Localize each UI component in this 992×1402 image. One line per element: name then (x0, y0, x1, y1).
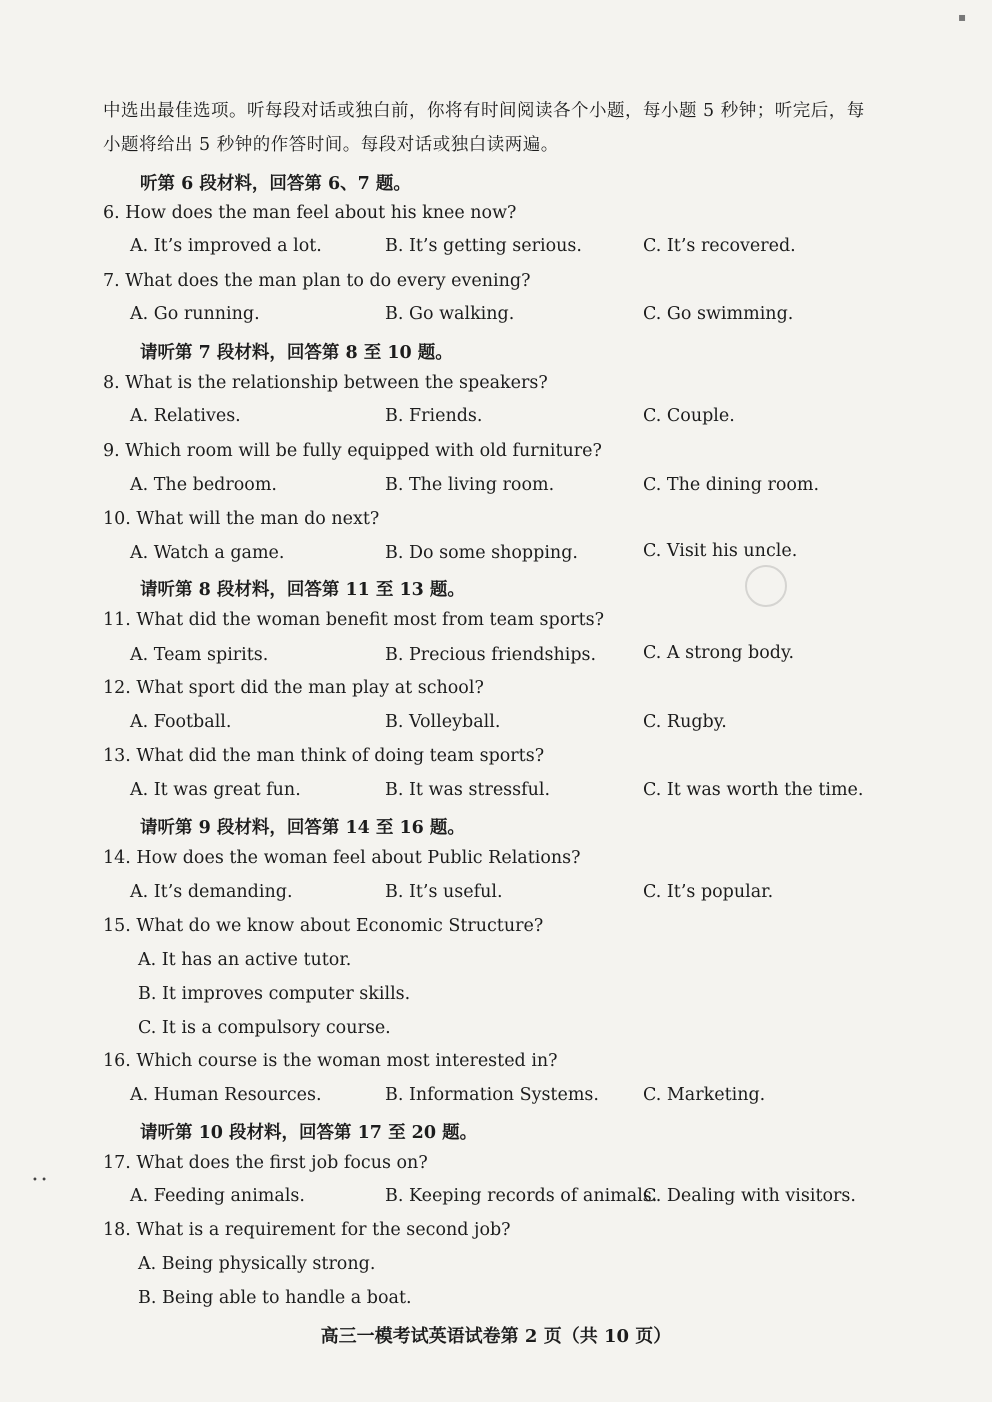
question-10: 10. What will the man do next? (103, 509, 380, 529)
q10-option-c: C. Visit his uncle. (643, 541, 798, 561)
q17-option-a: A. Feeding animals. (130, 1186, 305, 1206)
q10-option-b: B. Do some shopping. (385, 543, 578, 563)
q6-option-a: A. It’s improved a lot. (130, 236, 322, 256)
instructions (103, 94, 933, 162)
q11-option-a: A. Team spirits. (130, 645, 269, 665)
q12-option-b: B. Volleyball. (385, 712, 501, 732)
page-footer: 高三一模考试英语试卷第 2 页（共 10 页） (320, 1326, 672, 1347)
question-7: 7. What does the man plan to do every evening? (103, 271, 531, 291)
q6-option-b: B. It’s getting serious. (385, 236, 582, 256)
watermark-logo-icon (745, 565, 787, 607)
q18-option-b: B. Being able to handle a boat. (138, 1288, 412, 1308)
question-12: 12. What sport did the man play at school? (103, 678, 484, 698)
q8-option-c: C. Couple. (643, 406, 735, 426)
section-6-header: 听第 6 段材料，回答第 6、7 题。 (140, 174, 411, 194)
q13-option-c: C. It was worth the time. (643, 780, 864, 800)
section-8-header: 请听第 8 段材料，回答第 11 至 13 题。 (140, 580, 465, 600)
q7-option-b: B. Go walking. (385, 304, 515, 324)
q15-option-c: C. It is a compulsory course. (138, 1018, 391, 1038)
q9-option-a: A. The bedroom. (130, 475, 277, 495)
q11-option-c: C. A strong body. (643, 643, 795, 663)
question-11: 11. What did the woman benefit most from team sports? (103, 610, 604, 630)
question-6: 6. How does the man feel about his knee now? (103, 203, 517, 223)
q9-option-c: C. The dining room. (643, 475, 820, 495)
q14-option-c: C. It’s popular. (643, 882, 774, 902)
q14-option-a: A. It’s demanding. (130, 882, 293, 902)
section-9-header: 请听第 9 段材料，回答第 14 至 16 题。 (140, 818, 465, 838)
scan-speck-icon: • • (32, 1175, 47, 1186)
q16-option-b: B. Information Systems. (385, 1085, 599, 1105)
q15-option-b: B. It improves computer skills. (138, 984, 411, 1004)
section-7-header: 请听第 7 段材料，回答第 8 至 10 题。 (140, 343, 453, 363)
q12-option-c: C. Rugby. (643, 712, 727, 732)
q16-option-c: C. Marketing. (643, 1085, 766, 1105)
q7-option-c: C. Go swimming. (643, 304, 794, 324)
q8-option-a: A. Relatives. (130, 406, 241, 426)
q16-option-a: A. Human Resources. (130, 1085, 322, 1105)
q13-option-b: B. It was stressful. (385, 780, 551, 800)
q12-option-a: A. Football. (130, 712, 232, 732)
question-17: 17. What does the first job focus on? (103, 1153, 428, 1173)
q17-option-b: B. Keeping records of animals. (385, 1186, 658, 1206)
q9-option-b: B. The living room. (385, 475, 555, 495)
question-9: 9. Which room will be fully equipped with old furniture? (103, 441, 602, 461)
question-13: 13. What did the man think of doing team sports? (103, 746, 545, 766)
question-16: 16. Which course is the woman most interested in? (103, 1051, 558, 1071)
q7-option-a: A. Go running. (130, 304, 260, 324)
q17-option-c: C. Dealing with visitors. (643, 1186, 856, 1206)
instructions-line-1: 中选出最佳选项。听每段对话或独白前，你将有时间阅读各个小题，每小题 5 秒钟；听完后，每 (103, 101, 865, 121)
q8-option-b: B. Friends. (385, 406, 483, 426)
question-15: 15. What do we know about Economic Structure? (103, 916, 544, 936)
q15-option-a: A. It has an active tutor. (138, 950, 352, 970)
q10-option-a: A. Watch a game. (130, 543, 285, 563)
question-14: 14. How does the woman feel about Public Relations? (103, 848, 581, 868)
corner-speck-icon: ▪ (958, 10, 967, 24)
section-10-header: 请听第 10 段材料，回答第 17 至 20 题。 (140, 1123, 478, 1143)
q6-option-c: C. It’s recovered. (643, 236, 796, 256)
q13-option-a: A. It was great fun. (130, 780, 301, 800)
instructions-line-2: 小题将给出 5 秒钟的作答时间。每段对话或独白读两遍。 (103, 135, 559, 155)
q11-option-b: B. Precious friendships. (385, 645, 597, 665)
question-18: 18. What is a requirement for the second job? (103, 1220, 511, 1240)
question-8: 8. What is the relationship between the speakers? (103, 373, 548, 393)
q14-option-b: B. It’s useful. (385, 882, 503, 902)
q18-option-a: A. Being physically strong. (138, 1254, 376, 1274)
